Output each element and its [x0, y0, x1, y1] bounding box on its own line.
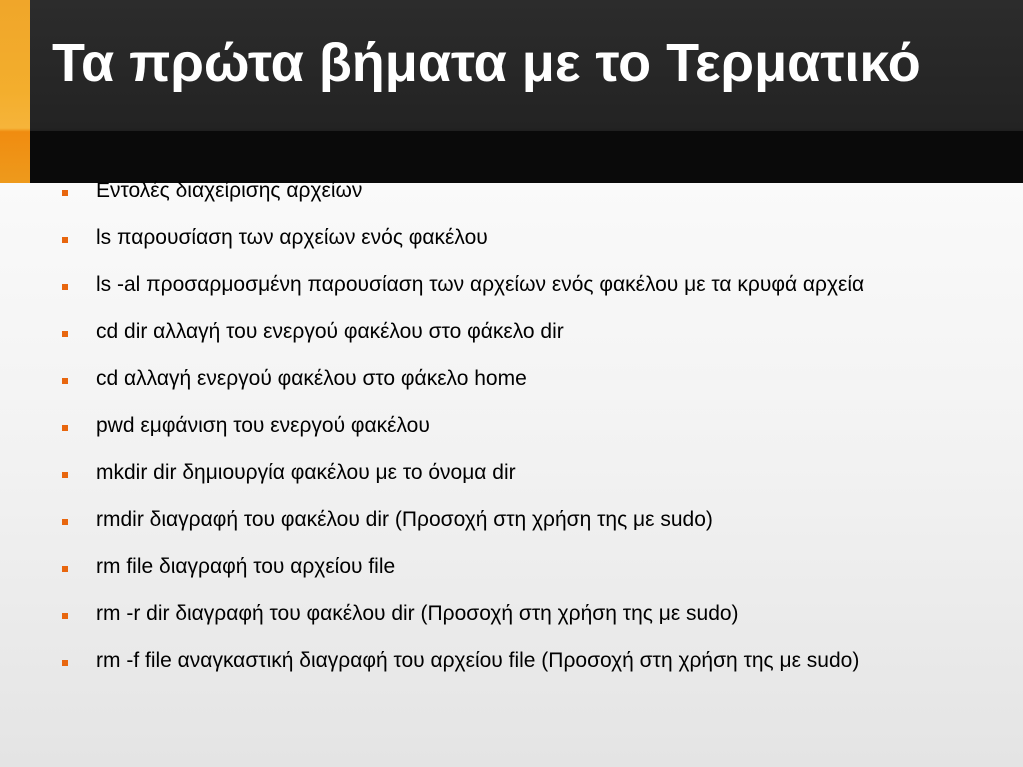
- orange-square-bullet-icon: [62, 284, 68, 290]
- bullet-text: rmdir διαγραφή του φακέλου dir (Προσοχή στη χρήση της με sudo): [96, 508, 713, 531]
- slide-title: Τα πρώτα βήματα με το Τερματικό: [52, 33, 921, 93]
- bullet-text: cd dir αλλαγή του ενεργού φακέλου στο φάκελο dir: [96, 320, 564, 343]
- bullet-text: rm file διαγραφή του αρχείου file: [96, 555, 396, 578]
- orange-square-bullet-icon: [62, 519, 68, 525]
- bullet-text: ls -al προσαρμοσμένη παρουσίαση των αρχείων ενός φακέλου με τα κρυφά αρχεία: [96, 273, 865, 296]
- bullet-list: [0, 176, 1023, 693]
- bullet-item: [0, 270, 1023, 300]
- orange-square-bullet-icon: [62, 331, 68, 337]
- bullet-item: [0, 176, 1023, 206]
- orange-square-bullet-icon: [62, 237, 68, 243]
- bullet-text: cd αλλαγή ενεργού φακέλου στο φάκελο home: [96, 367, 527, 390]
- bullet-item: [0, 223, 1023, 253]
- orange-square-bullet-icon: [62, 566, 68, 572]
- orange-square-bullet-icon: [62, 378, 68, 384]
- bullet-text: rm -f file αναγκαστική διαγραφή του αρχείου file (Προσοχή στη χρήση της με sudo): [96, 649, 860, 672]
- bullet-text: mkdir dir δημιουργία φακέλου με το όνομα dir: [96, 461, 516, 484]
- orange-square-bullet-icon: [62, 190, 68, 196]
- orange-square-bullet-icon: [62, 472, 68, 478]
- bullet-text: ls παρουσίαση των αρχείων ενός φακέλου: [96, 226, 488, 249]
- bullet-text: rm -r dir διαγραφή του φακέλου dir (Προσοχή στη χρήση της με sudo): [96, 602, 739, 625]
- bullet-text: Εντολές διαχείρισης αρχείων: [96, 179, 363, 202]
- bullet-item: [0, 364, 1023, 394]
- bullet-item: [0, 411, 1023, 441]
- orange-square-bullet-icon: [62, 613, 68, 619]
- orange-square-bullet-icon: [62, 425, 68, 431]
- bullet-item: [0, 552, 1023, 582]
- bullet-item: [0, 458, 1023, 488]
- bullet-item: [0, 599, 1023, 629]
- accent-stripe: [0, 0, 30, 183]
- bullet-item: [0, 317, 1023, 347]
- bullet-text: pwd εμφάνιση του ενεργού φακέλου: [96, 414, 430, 437]
- bullet-item: [0, 646, 1023, 676]
- orange-square-bullet-icon: [62, 660, 68, 666]
- bullet-item: [0, 505, 1023, 535]
